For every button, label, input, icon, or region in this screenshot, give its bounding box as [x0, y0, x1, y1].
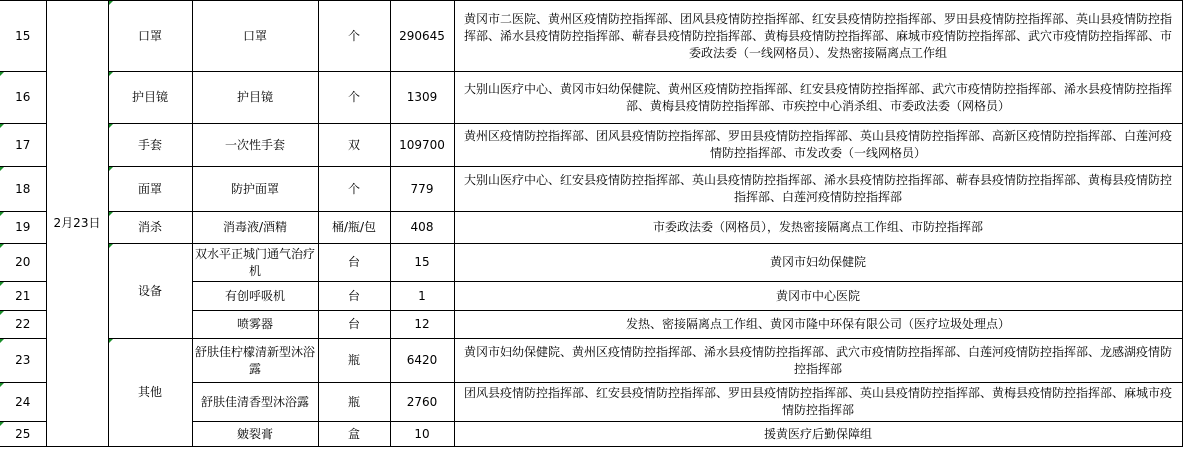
recipients-cell: 黄冈市中心医院 — [454, 282, 1182, 311]
table-row — [0, 167, 1182, 212]
quantity-cell: 779 — [390, 167, 454, 212]
unit-cell: 个 — [318, 72, 390, 124]
row-number: 21 — [0, 282, 46, 311]
row-number: 18 — [0, 167, 46, 212]
row-number: 22 — [0, 311, 46, 339]
quantity-cell: 1309 — [390, 72, 454, 124]
category-cell: 手套 — [108, 124, 192, 167]
unit-cell: 瓶 — [318, 383, 390, 422]
quantity-cell: 109700 — [390, 124, 454, 167]
recipients-cell: 发热、密接隔离点工作组、黄冈市隆中环保有限公司（医疗垃圾处理点） — [454, 311, 1182, 339]
category-cell: 护目镜 — [108, 72, 192, 124]
item-name: 消毒液/酒精 — [192, 212, 318, 244]
table-row — [0, 244, 1182, 282]
row-number: 16 — [0, 72, 46, 124]
item-name: 防护面罩 — [192, 167, 318, 212]
item-name: 喷雾器 — [192, 311, 318, 339]
recipients-cell: 黄冈市妇幼保健院 — [454, 244, 1182, 282]
quantity-cell: 12 — [390, 311, 454, 339]
unit-cell: 瓶 — [318, 339, 390, 383]
recipients-cell: 大别山医疗中心、红安县疫情防控指挥部、英山县疫情防控指挥部、浠水县疫情防控指挥部、蕲春县疫情防控指挥部、黄梅县疫情防控指挥部、白莲河疫情防控指挥部 — [454, 167, 1182, 212]
category-cell: 消杀 — [108, 212, 192, 244]
table-row — [0, 72, 1182, 124]
unit-cell: 台 — [318, 244, 390, 282]
item-name: 有创呼吸机 — [192, 282, 318, 311]
category-cell: 面罩 — [108, 167, 192, 212]
recipients-cell: 援黄医疗后勤保障组 — [454, 422, 1182, 447]
quantity-cell: 1 — [390, 282, 454, 311]
date-cell: 2月23日 — [46, 1, 108, 447]
quantity-cell: 6420 — [390, 339, 454, 383]
row-number: 19 — [0, 212, 46, 244]
recipients-cell: 黄冈市二医院、黄州区疫情防控指挥部、团风县疫情防控指挥部、红安县疫情防控指挥部、罗田县疫情防控指挥部、英山县疫情防控指挥部、浠水县疫情防控指挥部、蕲春县疫情防控指挥部、黄梅县疫情防控指挥部、麻城市疫情防控指挥部、武穴市疫情防控指挥部、市委政法委（一线网格员）、发热密接隔离点工作组 — [454, 1, 1182, 72]
unit-cell: 双 — [318, 124, 390, 167]
item-name: 皴裂膏 — [192, 422, 318, 447]
item-name: 口罩 — [192, 1, 318, 72]
row-number: 17 — [0, 124, 46, 167]
recipients-cell: 黄冈市妇幼保健院、黄州区疫情防控指挥部、浠水县疫情防控指挥部、武穴市疫情防控指挥部、白莲河疫情防控指挥部、龙感湖疫情防控指挥部 — [454, 339, 1182, 383]
item-name: 护目镜 — [192, 72, 318, 124]
item-name: 舒肤佳清香型沐浴露 — [192, 383, 318, 422]
row-number: 24 — [0, 383, 46, 422]
unit-cell: 盒 — [318, 422, 390, 447]
unit-cell: 个 — [318, 1, 390, 72]
quantity-cell: 2760 — [390, 383, 454, 422]
table-row — [0, 124, 1182, 167]
quantity-cell: 408 — [390, 212, 454, 244]
category-cell: 设备 — [108, 244, 192, 339]
item-name: 一次性手套 — [192, 124, 318, 167]
quantity-cell: 15 — [390, 244, 454, 282]
recipients-cell: 市委政法委（网格员），发热密接隔离点工作组、市防控指挥部 — [454, 212, 1182, 244]
unit-cell: 桶/瓶/包 — [318, 212, 390, 244]
unit-cell: 台 — [318, 311, 390, 339]
row-number: 25 — [0, 422, 46, 447]
row-number: 15 — [0, 1, 46, 72]
category-cell: 其他 — [108, 339, 192, 447]
recipients-cell: 黄州区疫情防控指挥部、团风县疫情防控指挥部、罗田县疫情防控指挥部、英山县疫情防控指挥部、高新区疫情防控指挥部、白莲河疫情防控指挥部、市发改委（一线网格员） — [454, 124, 1182, 167]
category-cell: 口罩 — [108, 1, 192, 72]
item-name: 舒肤佳柠檬清新型沐浴露 — [192, 339, 318, 383]
row-number: 20 — [0, 244, 46, 282]
quantity-cell: 10 — [390, 422, 454, 447]
item-name: 双水平正城门通气治疗机 — [192, 244, 318, 282]
table-row — [0, 339, 1182, 383]
quantity-cell: 290645 — [390, 1, 454, 72]
table-row — [0, 212, 1182, 244]
recipients-cell: 团风县疫情防控指挥部、红安县疫情防控指挥部、罗田县疫情防控指挥部、英山县疫情防控指挥部、黄梅县疫情防控指挥部、麻城市疫情防控指挥部 — [454, 383, 1182, 422]
unit-cell: 台 — [318, 282, 390, 311]
row-number: 23 — [0, 339, 46, 383]
table-row — [0, 1, 1182, 72]
unit-cell: 个 — [318, 167, 390, 212]
recipients-cell: 大别山医疗中心、黄冈市妇幼保健院、黄州区疫情防控指挥部、红安县疫情防控指挥部、武穴市疫情防控指挥部、浠水县疫情防控指挥部、黄梅县疫情防控指挥部、市疾控中心消杀组、市委政法委（网格员） — [454, 72, 1182, 124]
